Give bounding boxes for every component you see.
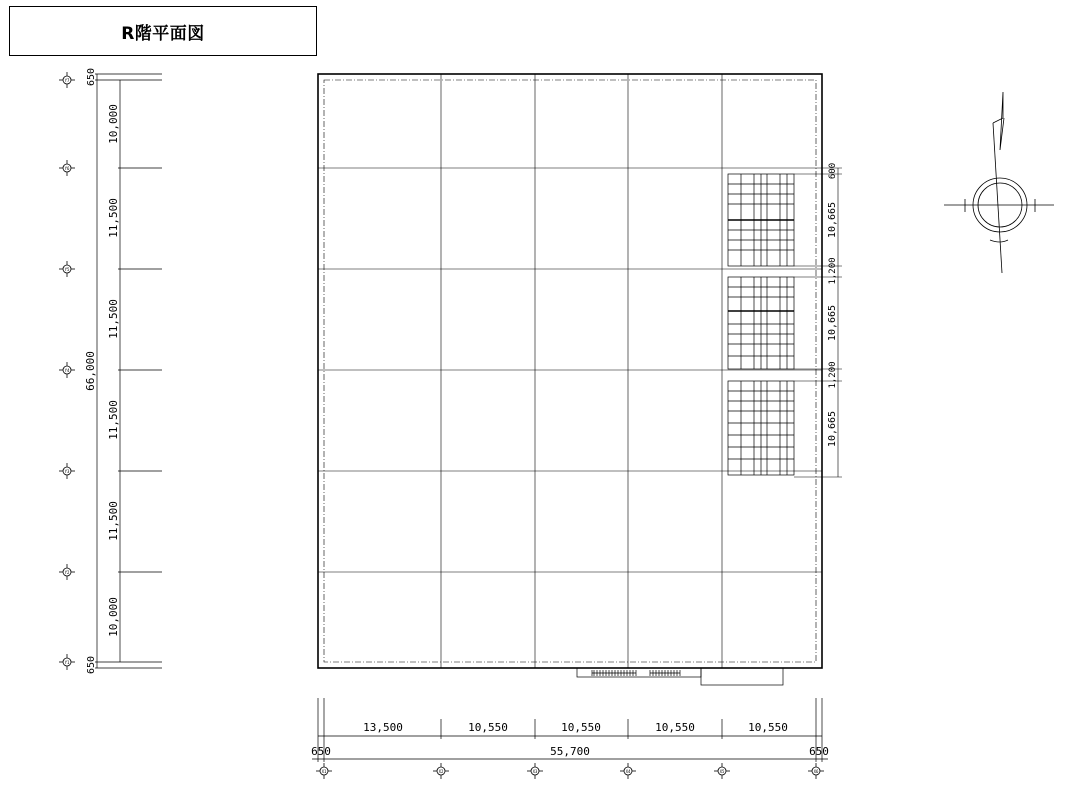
grid-marker-x4: [620, 763, 636, 779]
grid-marker-y3: [59, 463, 75, 479]
grid-marker-x6: [808, 763, 824, 779]
solar-dim-panel3: 10,665: [827, 410, 838, 448]
vdim-span-2: 11,500: [107, 198, 120, 238]
north-arrow-icon: [944, 92, 1054, 273]
svg-text:X4: X4: [625, 769, 631, 774]
svg-text:Y1: Y1: [64, 660, 70, 665]
vdim-span-3: 11,500: [107, 299, 120, 339]
svg-text:Y5: Y5: [64, 267, 70, 272]
hdim-edge-right: 650: [809, 745, 829, 758]
building-outline: [318, 74, 822, 668]
left-dimension-lines: [95, 74, 162, 668]
solar-dim-top: 600: [828, 162, 838, 180]
grid-marker-y6: [59, 160, 75, 176]
svg-text:Y2: Y2: [64, 570, 70, 575]
solar-dim-gap1: 1,200: [828, 257, 838, 285]
vdim-edge-bottom: 650: [86, 655, 97, 675]
svg-text:Y6: Y6: [64, 166, 70, 171]
hdim-span-5: 10,550: [748, 721, 788, 734]
grid-marker-y7: [59, 72, 75, 88]
hdim-span-3: 10,550: [561, 721, 601, 734]
svg-text:Y3: Y3: [64, 469, 70, 474]
solar-dim-panel2: 10,665: [827, 304, 838, 342]
hdim-span-4: 10,550: [655, 721, 695, 734]
svg-text:X5: X5: [719, 769, 725, 774]
svg-text:Y7: Y7: [64, 78, 70, 83]
vdim-span-5: 11,500: [107, 501, 120, 541]
hdim-span-1: 13,500: [363, 721, 403, 734]
grid-marker-x5: [714, 763, 730, 779]
grid-marker-y2: [59, 564, 75, 580]
vdim-total: 66,000: [84, 351, 97, 391]
vdim-span-1: 10,000: [107, 104, 120, 144]
grid-marker-y5: [59, 261, 75, 277]
vdim-edge-top: 650: [86, 67, 97, 87]
grid-marker-y1: [59, 654, 75, 670]
grid-marker-x1: [316, 763, 332, 779]
grid-marker-x3: [527, 763, 543, 779]
svg-text:X3: X3: [532, 769, 538, 774]
vdim-span-4: 11,500: [107, 400, 120, 440]
structural-grid: [318, 74, 822, 668]
solar-panel-array-3: [728, 381, 794, 475]
svg-text:X1: X1: [321, 769, 327, 774]
svg-text:X6: X6: [813, 769, 819, 774]
hdim-edge-left: 650: [311, 745, 331, 758]
vdim-span-6: 10,000: [107, 597, 120, 637]
svg-text:Y4: Y4: [64, 368, 70, 373]
svg-text:X2: X2: [438, 769, 444, 774]
grid-marker-y4: [59, 362, 75, 378]
drawing-title: R階平面図: [121, 23, 205, 44]
grid-marker-x2: [433, 763, 449, 779]
solar-panel-array-2: [728, 277, 794, 369]
bottom-equipment: [577, 668, 783, 685]
hdim-span-2: 10,550: [468, 721, 508, 734]
solar-dim-panel1: 10,665: [827, 201, 838, 239]
solar-dim-gap2: 1,200: [828, 361, 838, 389]
hdim-total: 55,700: [550, 745, 590, 758]
solar-panel-array-1: [728, 174, 794, 266]
